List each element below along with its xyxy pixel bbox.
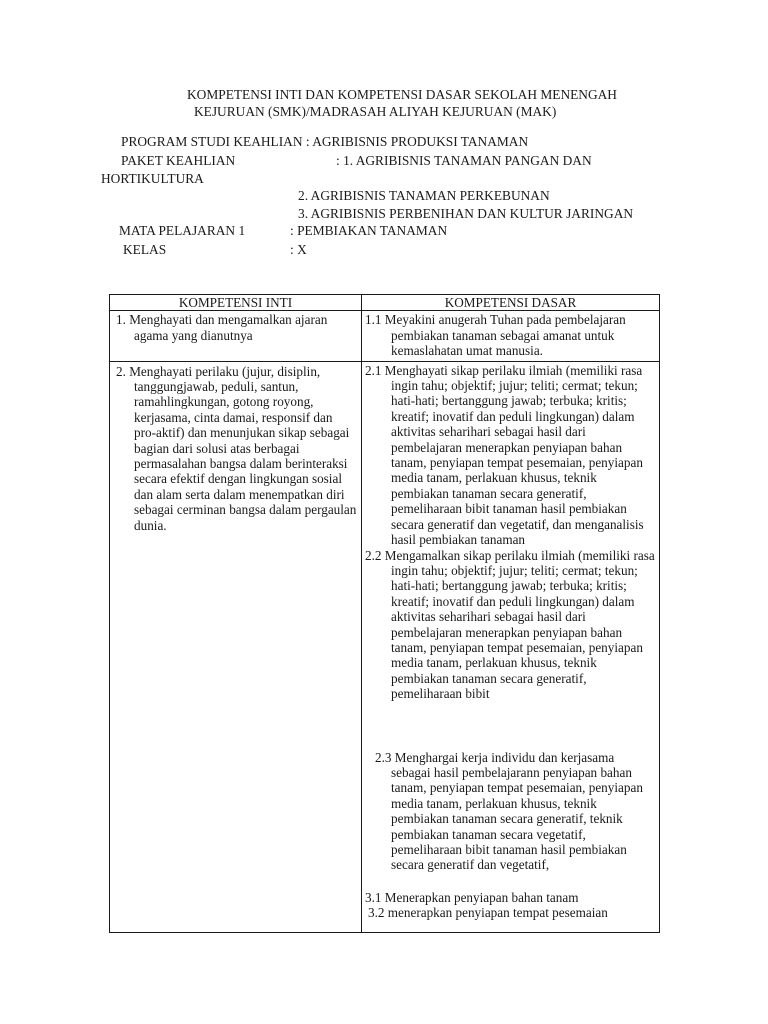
document-title-line-1: KOMPETENSI INTI DAN KOMPETENSI DASAR SEKOLAH MENENGAH <box>187 87 617 102</box>
table-row <box>110 361 660 932</box>
table-row <box>110 311 660 361</box>
kd-cell <box>362 361 660 932</box>
kd-item-2-1: 2.1 Menghayati sikap perilaku ilmiah (memiliki rasa ingin tahu; objektif; jujur; teliti; cermat; tekun; hati-hati; bertanggung jawab; terbuka; kritis; kreatif; inovatif dan peduli lingkungan) dalam aktivitas seharihari sebagai hasil dari pembelajaran menerapkan penyiapan bahan tanam, penyiapan tempat pesemaian, penyiapan media tanam, perlakuan khusus, teknik pembiakan tanaman secara generatif, pemeliharaan bibit tanaman hasil pembiakan secara generatif dan vegetatif, dan menganalisis hasil pembiakan tanaman <box>365 362 644 548</box>
ki-item-2: 2. Menghayati perilaku (jujur, disiplin, tanggungjawab, peduli, santun, ramahlingkungan, gotong royong, kerjasama, cinta damai, responsif dan pro-aktif) dan menunjukan sikap sebagai bagian dari solusi atas berbagai permasalahan bangsa dalam berinteraksi secara efektif dengan lingkungan sosial dan alam serta dalam menempatkan diri sebagai cerminan bangsa dalam pergaulan dunia. <box>116 363 357 533</box>
header-kompetensi-dasar: KOMPETENSI DASAR <box>362 295 660 311</box>
ki-item-1: 1. Menghayati dan mengamalkan ajaran agama yang dianutnya <box>116 312 328 343</box>
table-header-row <box>110 295 660 311</box>
document-title-line-2: KEJURUAN (SMK)/MADRASAH ALIYAH KEJURUAN (MAK) <box>194 104 557 119</box>
paket-keahlian-item-1-cont: HORTIKULTURA <box>101 171 204 186</box>
ki-cell <box>110 311 362 361</box>
paket-keahlian-item-3: 3. AGRIBISNIS PERBENIHAN DAN KULTUR JARINGAN <box>298 206 634 221</box>
paket-keahlian-item-2: 2. AGRIBISNIS TANAMAN PERKEBUNAN <box>298 188 550 203</box>
kelas-label: KELAS <box>123 242 167 257</box>
kd-item-1-1: 1.1 Meyakini anugerah Tuhan pada pembelajaran pembiakan tanaman sebagai amanat untuk kemaslahatan umat manusia. <box>365 312 626 359</box>
mata-pelajaran-value: : PEMBIAKAN TANAMAN <box>290 223 448 238</box>
kd-item-3-1: 3.1 Menerapkan penyiapan bahan tanam <box>365 889 579 905</box>
ki-cell <box>110 361 362 932</box>
paket-keahlian-label: PAKET KEAHLIAN <box>121 153 236 168</box>
kompetensi-table <box>109 294 660 933</box>
kelas-value: : X <box>290 242 307 257</box>
paket-keahlian-item-1: : 1. AGRIBISNIS TANAMAN PANGAN DAN <box>336 153 592 168</box>
kd-item-3-2: 3.2 menerapkan penyiapan tempat pesemaian <box>368 905 608 921</box>
header-kompetensi-inti: KOMPETENSI INTI <box>110 295 362 311</box>
program-studi-line: PROGRAM STUDI KEAHLIAN : AGRIBISNIS PRODUKSI TANAMAN <box>121 134 529 149</box>
kd-cell <box>362 311 660 361</box>
kd-item-2-2: 2.2 Mengamalkan sikap perilaku ilmiah (memiliki rasa ingin tahu; objektif; jujur; teliti; cermat; tekun; hati-hati; bertanggung jawab; terbuka; kritis; kreatif; inovatif dan peduli lingkungan) dalam aktivitas seharihari sebagai hasil dari pembelajaran menerapkan penyiapan bahan tanam, penyiapan tempat pesemaian, penyiapan media tanam, perlakuan khusus, teknik pembiakan tanaman secara generatif, pemeliharaan bibit <box>365 547 655 702</box>
mata-pelajaran-label: MATA PELAJARAN 1 <box>119 223 246 238</box>
kd-item-2-3: 2.3 Menghargai kerja individu dan kerjasama sebagai hasil pembelajarann penyiapan bahan tanam, penyiapan tempat pesemaian, penyiapan media tanam, perlakuan khusus, teknik pembiakan tanaman secara generatif, teknik pembiakan tanaman secara vegetatif, pemeliharaan bibit tanaman hasil pembiakan secara generatif dan vegetatif, <box>375 749 643 873</box>
